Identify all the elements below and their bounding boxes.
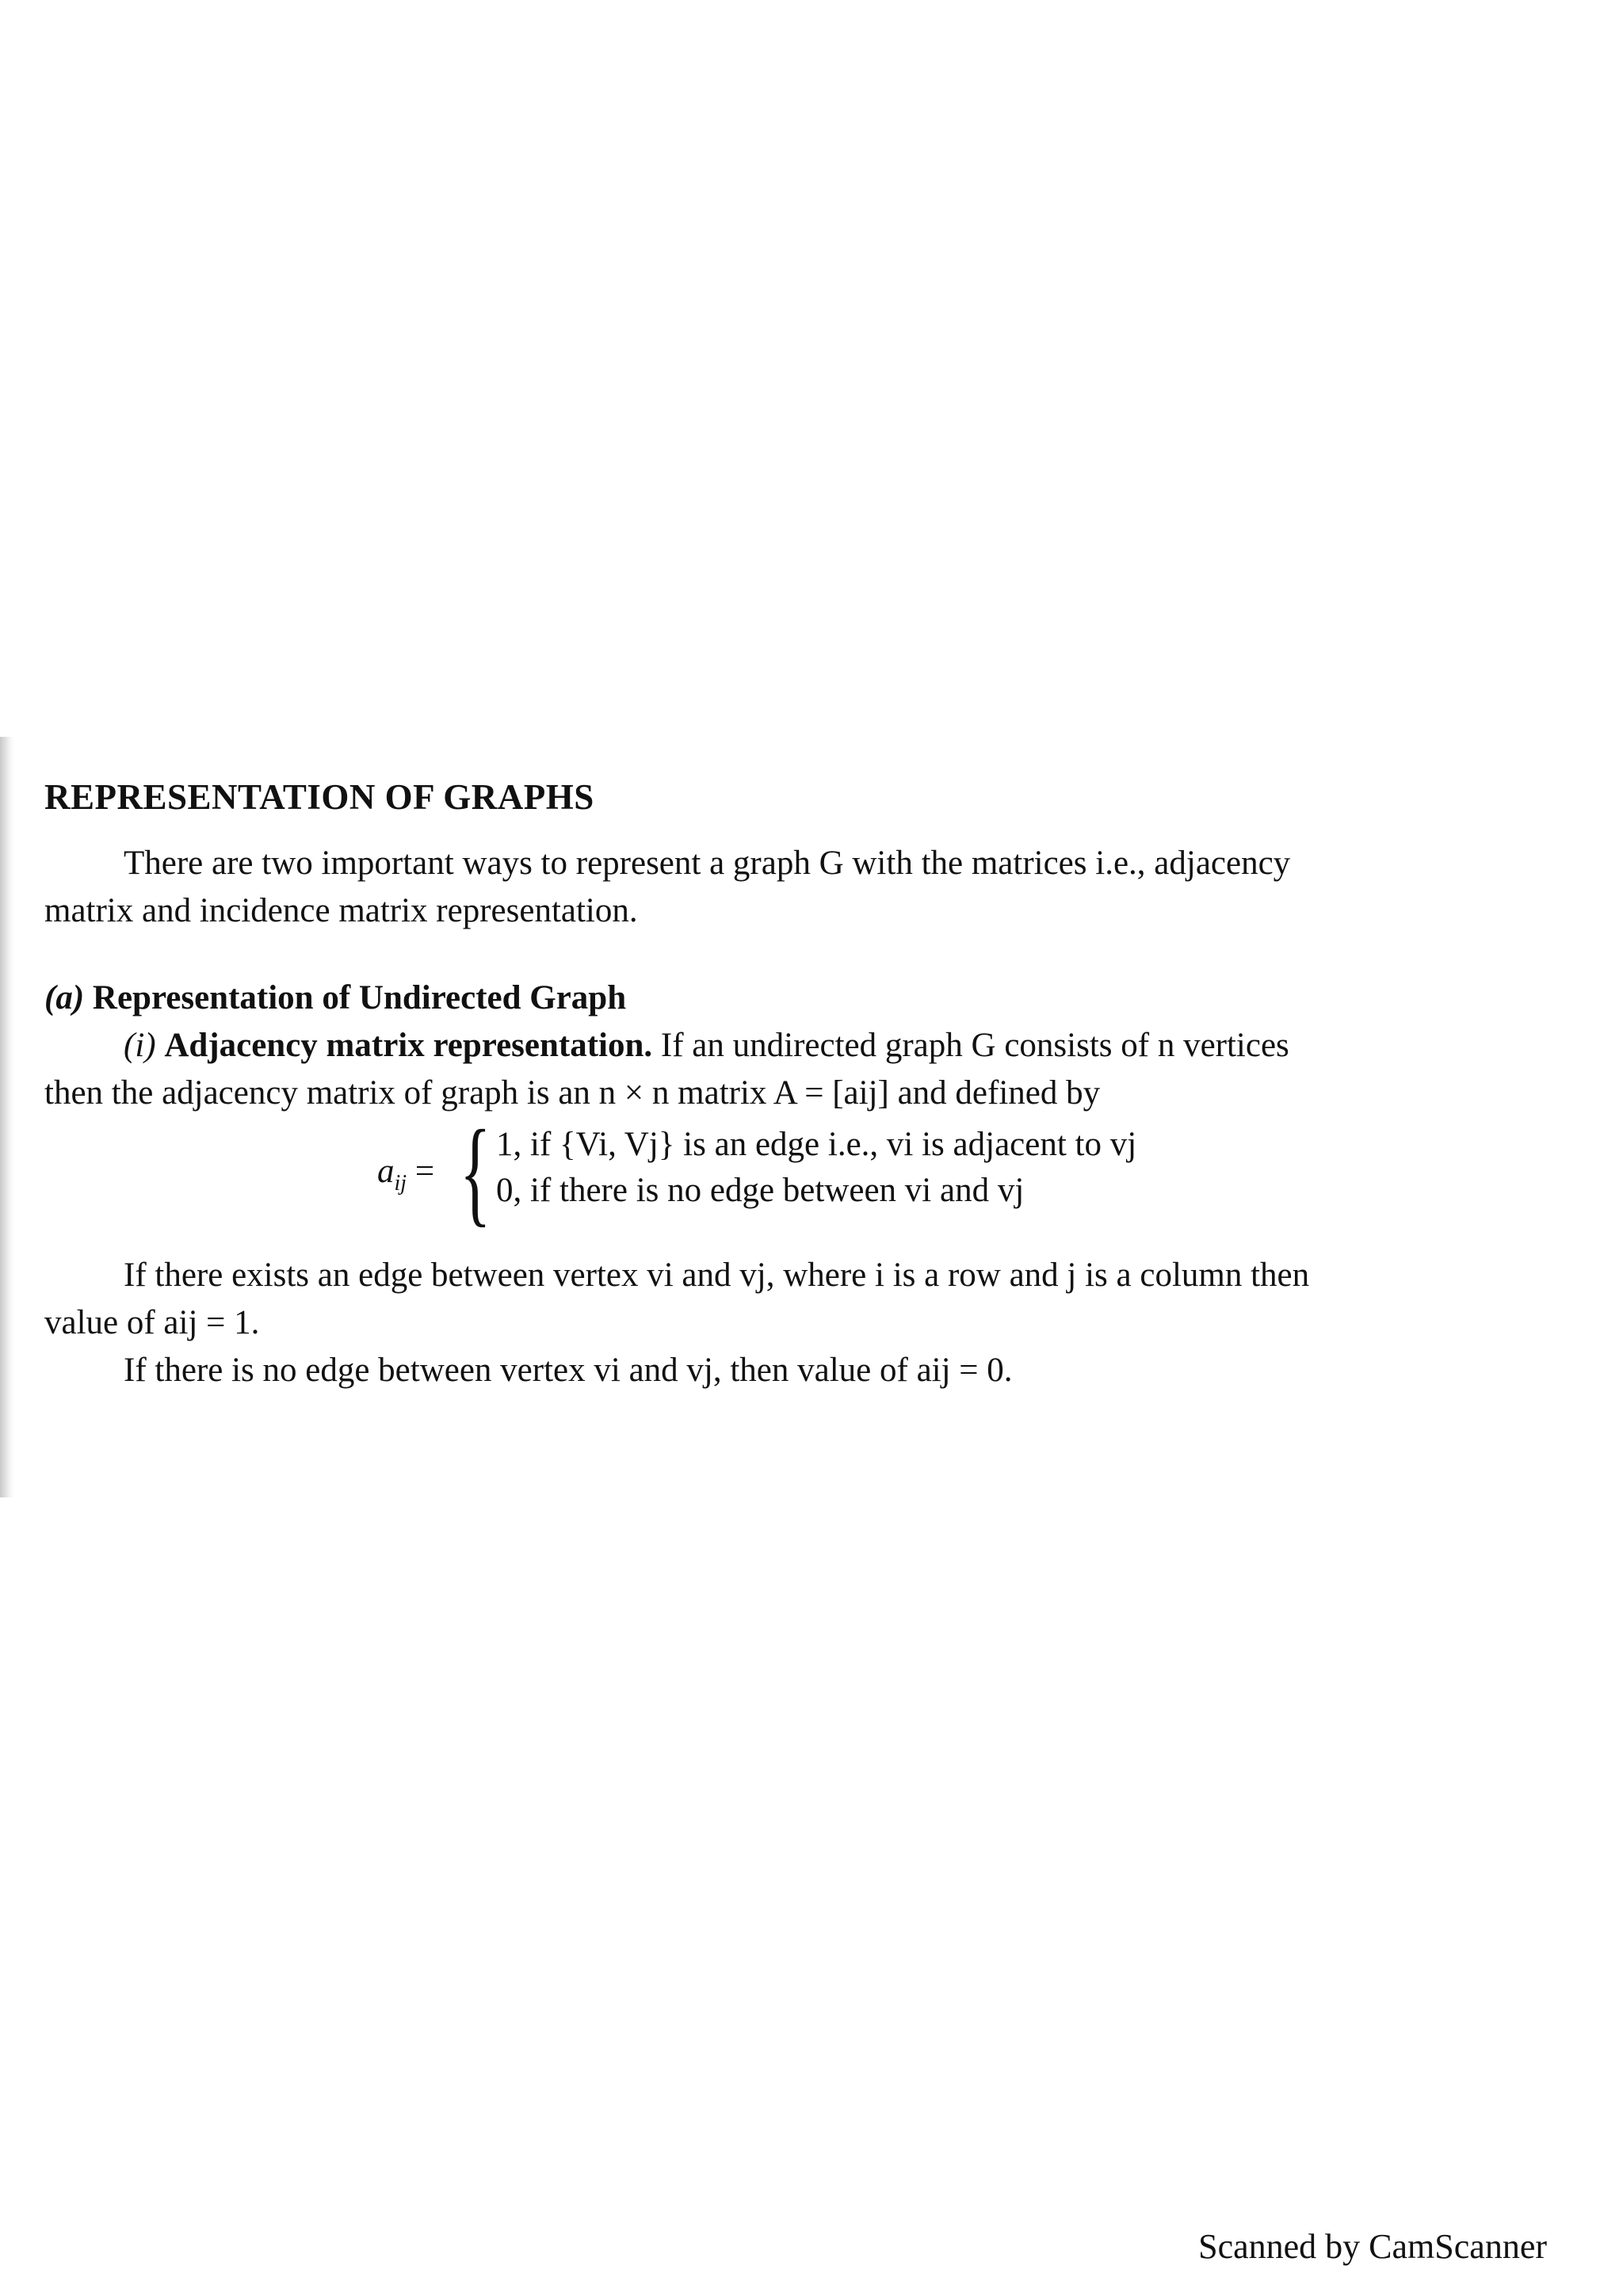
adjacency-line-1: [44, 1022, 1289, 1070]
rule-edge-line-1: If there exists an edge between vertex vi and vj, where i is a row and j is a column then: [124, 1257, 1310, 1294]
formula-brace: {: [460, 1106, 491, 1238]
rule-edge-paragraph: [44, 1252, 1309, 1347]
subsection-title: Representation of Undirected Graph: [92, 979, 627, 1016]
scan-edge-shadow: [0, 737, 14, 1497]
rule-edge-line-2: value of aij = 1.: [44, 1304, 260, 1341]
section-title: REPRESENTATION OF GRAPHS: [44, 777, 594, 817]
intro-paragraph: [44, 840, 1290, 935]
subsection-heading: [44, 974, 626, 1022]
intro-line-1: There are two important ways to represent a graph G with the matrices i.e., adjacency: [124, 845, 1291, 882]
subsection-label: (a): [44, 979, 85, 1016]
formula-case-edge: 1, if {Vi, Vj} is an edge i.e., vi is adjacent to vj: [496, 1126, 1137, 1163]
adjacency-paragraph: [44, 1022, 1289, 1117]
scanner-watermark: Scanned by CamScanner: [1198, 2227, 1547, 2266]
adjacency-label: (i): [124, 1027, 156, 1064]
intro-line-2: matrix and incidence matrix representation.: [44, 892, 638, 929]
adjacency-term: Adjacency matrix representation.: [164, 1027, 653, 1064]
adjacency-line-2: then the adjacency matrix of graph is an n × n matrix A = [aij] and defined by: [44, 1074, 1101, 1112]
rule-no-edge-line-1: If there is no edge between vertex vi and vj, then value of aij = 0.: [124, 1352, 1013, 1389]
formula-lhs: $a_{ij}$ =: [377, 1153, 435, 1196]
rule-no-edge-paragraph: [44, 1347, 1013, 1394]
formula-case-no-edge: 0, if there is no edge between vi and vj: [496, 1172, 1025, 1209]
adjacency-line-1-rest: If an undirected graph G consists of n vertices: [660, 1027, 1289, 1064]
